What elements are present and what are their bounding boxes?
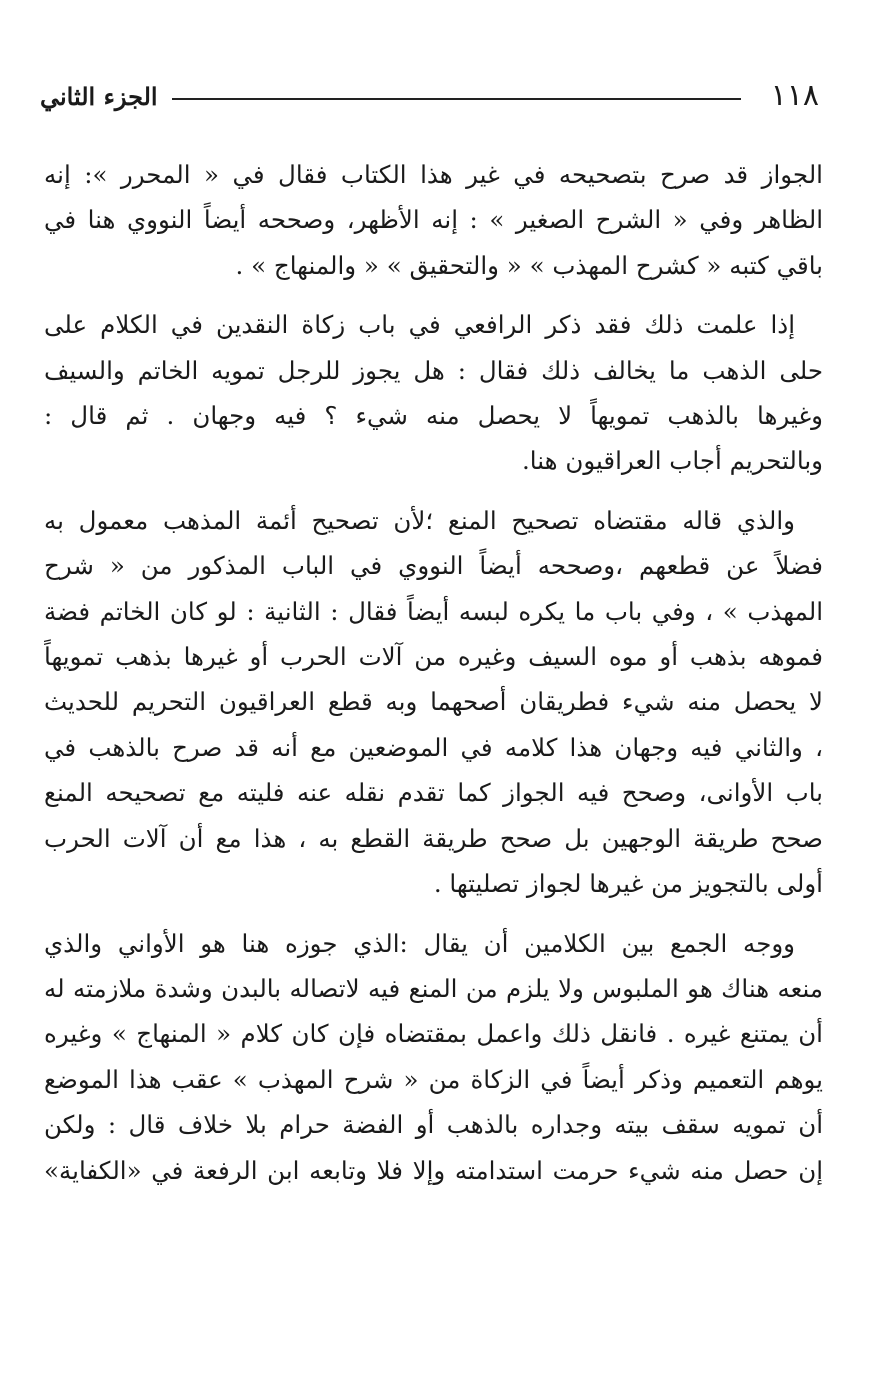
text-line: أن تمويه سقف بيته وجداره بالذهب أو الفضة حرام بلا خلاف قال : ولكن xyxy=(44,1110,823,1140)
paragraph-2 xyxy=(44,302,823,484)
text-line: المهذب » ، وفي باب ما يكره لبسه أيضاً فقال : الثانية : لو كان الخاتم فضة xyxy=(44,596,823,626)
text-line: إذا علمت ذلك فقد ذكر الرافعي في باب زكاة النقدين في الكلام على xyxy=(44,310,795,340)
text-line: باقي كتبه « كشرح المهذب » « والتحقيق » « والمنهاج » . xyxy=(235,250,823,280)
text-line: وبالتحريم أجاب العراقيون هنا. xyxy=(521,446,823,476)
text-line: باب الأوانى، وصحح فيه الجواز كما تقدم نقله عنه فليته مع تصحيحه المنع xyxy=(44,778,823,808)
page-number: ١١٨ xyxy=(770,78,819,113)
paragraph-1 xyxy=(44,152,823,288)
header-rule xyxy=(172,98,741,100)
text-line: يوهم التعميم وذكر أيضاً في الزكاة من « شرح المهذب » عقب هذا الموضع xyxy=(44,1064,823,1094)
paragraph-3 xyxy=(44,498,823,907)
text-line: فضلاً عن قطعهم ،وصححه أيضاً النووي في الباب المذكور من « شرح xyxy=(44,551,823,581)
text-line: منعه هناك هو الملبوس ولا يلزم من المنع فيه لاتصاله بالبدن وشدة ملازمته له xyxy=(44,973,823,1003)
text-line: ووجه الجمع بين الكلامين أن يقال :الذي جوزه هنا هو الأواني والذي xyxy=(44,928,795,958)
text-line: الجواز قد صرح بتصحيحه في غير هذا الكتاب فقال في « المحرر »: إنه xyxy=(44,160,823,189)
body-text xyxy=(44,152,823,1207)
text-line: أن يمتنع غيره . فانقل ذلك واعمل بمقتضاه فإن كان كلام « المنهاج » وغيره xyxy=(44,1019,823,1049)
text-line: والذي قاله مقتضاه تصحيح المنع ؛لأن تصحيح أئمة المذهب معمول به xyxy=(44,505,795,535)
text-line: إن حصل منه شيء حرمت استدامته وإلا فلا وتابعه ابن الرفعة في «الكفاية» xyxy=(44,1155,823,1185)
paragraph-4 xyxy=(44,921,823,1193)
text-line: وغيرها بالذهب تمويهاً لا يحصل منه شيء ؟ فيه وجهان . ثم قال : xyxy=(44,401,823,431)
text-line: صحح طريقة الوجهين بل صحح طريقة القطع به ، هذا مع أن آلات الحرب xyxy=(44,823,823,853)
text-line: ، والثاني فيه وجهان هذا كلامه في الموضعين مع أنه قد صرح بالذهب في xyxy=(44,732,823,762)
text-line: أولى بالتجويز من غيرها لجواز تصليتها . xyxy=(433,869,823,899)
page-header xyxy=(40,78,819,118)
text-line: الظاهر وفي « الشرح الصغير » : إنه الأظهر، وصححه أيضاً النووي هنا في xyxy=(44,205,823,235)
running-title: الجزء الثاني xyxy=(40,82,158,111)
text-line: حلى الذهب ما يخالف ذلك فقال : هل يجوز للرجل تمويه الخاتم والسيف xyxy=(44,355,823,385)
text-line: فموهه بذهب أو موه السيف وغيره من آلات الحرب أو غيرها بذهب تمويهاً xyxy=(44,642,823,672)
text-line: لا يحصل منه شيء فطريقان أصحهما وبه قطع العراقيون التحريم للحديث xyxy=(44,687,823,717)
